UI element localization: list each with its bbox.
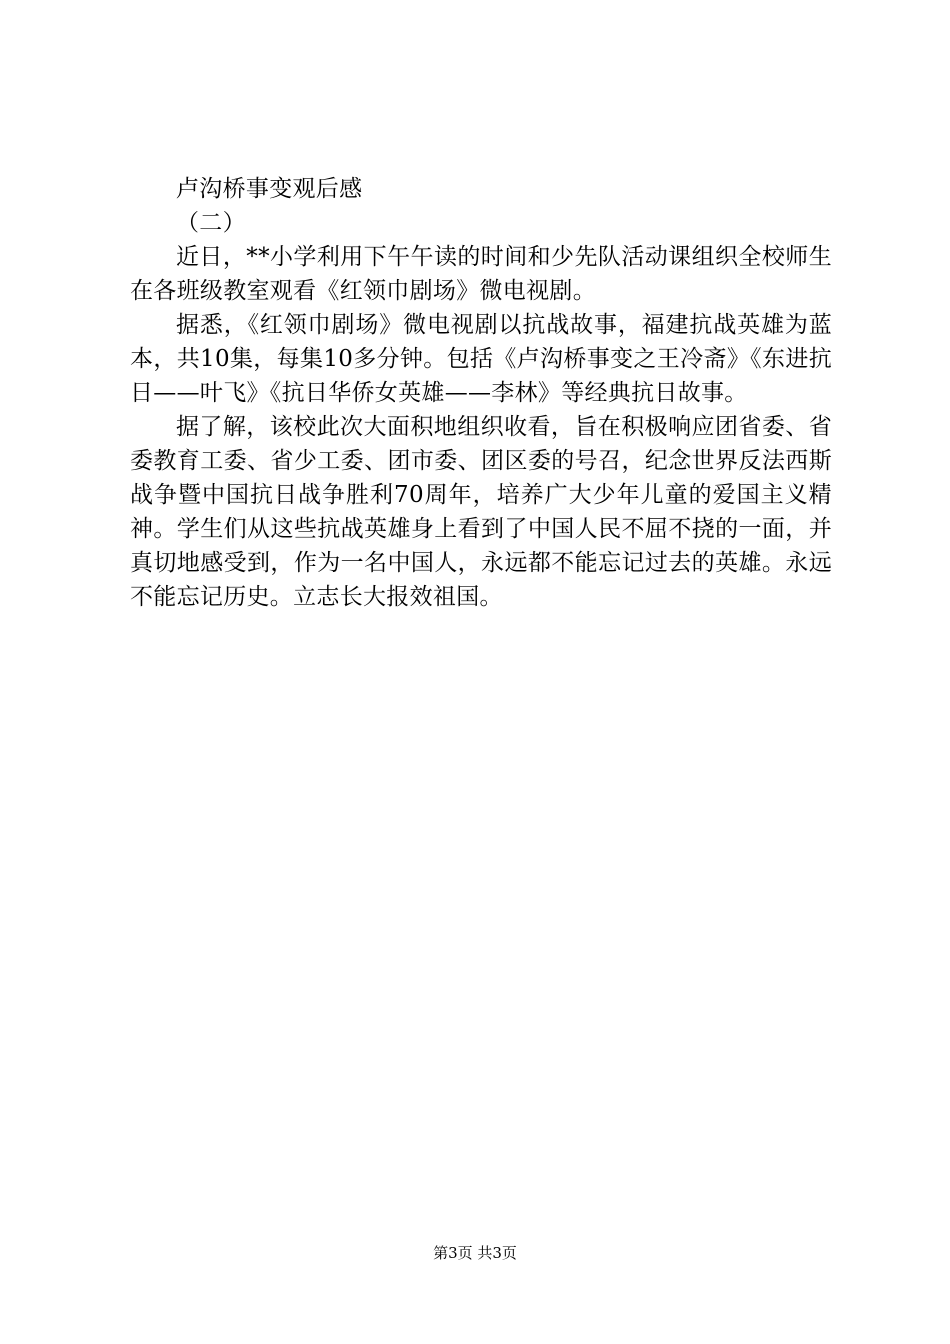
document-body <box>130 172 832 614</box>
paragraph-2: 据悉，《红领巾剧场》微电视剧以抗战故事，福建抗战英雄为蓝本，共10集，每集10多分钟。包括《卢沟桥事变之王冷斋》《东进抗日——叶飞》《抗日华侨女英雄——李林》等经典抗日故事。 <box>130 312 832 406</box>
paragraph-1: 近日，**小学利用下午午读的时间和少先队活动课组织全校师生在各班级教室观看《红领巾剧场》微电视剧。 <box>130 244 832 304</box>
document-subtitle: （二） <box>176 210 246 236</box>
page-number-footer: 第3页 共3页 <box>433 1244 517 1262</box>
document-title: 卢沟桥事变观后感 <box>176 176 363 202</box>
paragraph-3: 据了解，该校此次大面积地组织收看，旨在积极响应团省委、省委教育工委、省少工委、团市委、团区委的号召，纪念世界反法西斯战争暨中国抗日战争胜利70周年，培养广大少年儿童的爱国主义精神。学生们从这些抗战英雄身上看到了中国人民不屈不挠的一面，并真切地感受到，作为一名中国人，永远都不能忘记过去的英雄。永远不能忘记历史。立志长大报效祖国。 <box>130 414 832 610</box>
